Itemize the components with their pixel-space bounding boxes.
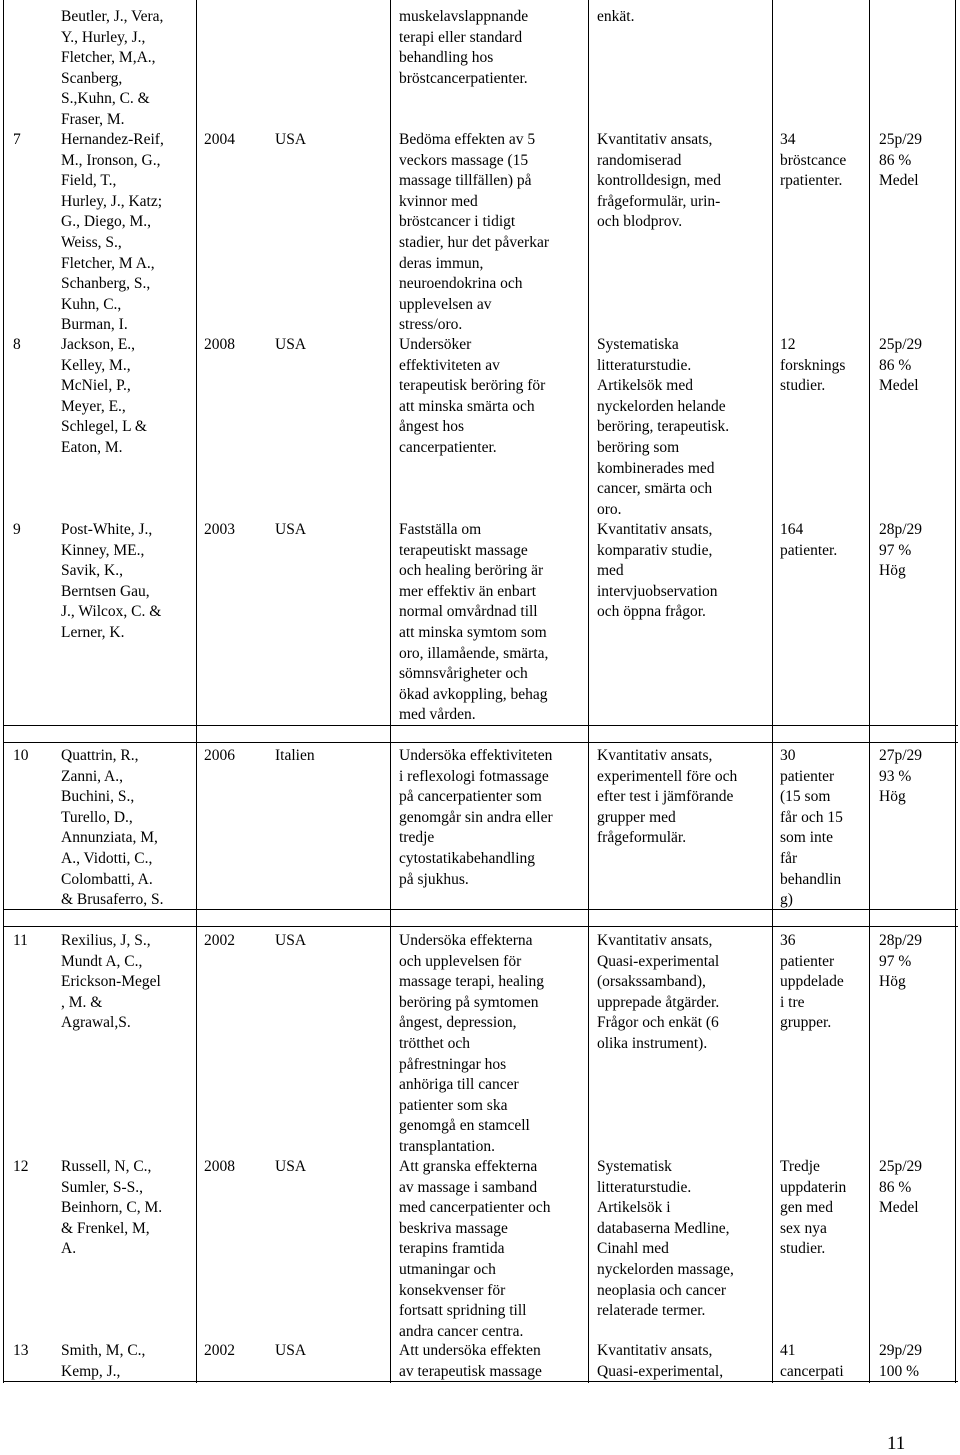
table-rule [3, 742, 958, 743]
table-rule [869, 0, 870, 1383]
row-number: 8 [13, 336, 21, 353]
authors-cell: Jackson, E., Kelley, M., McNiel, P., Meyer, E., Schlegel, L & Eaton, M. [61, 336, 147, 456]
row-number: 9 [13, 521, 21, 538]
country-cell: USA [275, 336, 307, 353]
year-cell: 2006 [204, 747, 235, 764]
authors-cell: Russell, N, C., Sumler, S-S., Beinhorn, C, M. & Frenkel, M, A. [61, 1158, 163, 1258]
authors-cell: Rexilius, J, S., Mundt A, C., Erickson-Megel , M. & Agrawal,S. [61, 932, 161, 1032]
method-cell: Kvantitativ ansats, Quasi-experimental, [597, 1342, 724, 1380]
quality-cell: 28p/29 97 % Hög [879, 932, 923, 991]
authors-cell: Hernandez-Reif, M., Ironson, G., Field, T., Hurley, J., Katz; G., Diego, M., Weiss, S., Fletcher, M A., Schanberg, S., Kuhn, C., Burman, I. [61, 131, 164, 334]
method-cell: Kvantitativ ansats, randomiserad kontrolldesign, med frågeformulär, urin- och blodprov. [597, 131, 721, 231]
method-cell: Kvantitativ ansats, Quasi-experimental (orsakssamband), upprepade åtgärder. Frågor och enkät (6 olika instrument). [597, 932, 720, 1052]
method-cell: Kvantitativ ansats, komparativ studie, med intervjuobservation och öppna frågor. [597, 521, 718, 621]
method-cell: Systematiska litteraturstudie. Artikelsök med nyckelorden helande beröring, terapeutisk. beröring som kombinerades med cancer, smärta och oro. [597, 336, 730, 518]
country-cell: USA [275, 1342, 307, 1359]
participants-cell: 12 forsknings studier. [780, 336, 846, 395]
aim-cell: Undersöka effekterna och upplevelsen för massage terapi, healing beröring på symtomen ångest, depression, trötthet och påfrestningar hos anhöriga till cancer patienter som ska genomgå en stamcell transplantation. [399, 932, 545, 1155]
quality-cell: 25p/29 86 % Medel [879, 131, 923, 190]
authors-cell: Smith, M, C., Kemp, J., [61, 1342, 146, 1380]
method-cell: enkät. [597, 8, 635, 25]
row-number: 10 [13, 747, 29, 764]
table-rule [955, 0, 956, 1383]
year-cell: 2002 [204, 1342, 235, 1359]
authors-cell: Beutler, J., Vera, Y., Hurley, J., Fletcher, M,A., Scanberg, S.,Kuhn, C. & Fraser, M. [61, 8, 164, 128]
authors-cell: Post-White, J., Kinney, ME., Savik, K., Berntsen Gau, J., Wilcox, C. & Lerner, K. [61, 521, 162, 641]
year-cell: 2002 [204, 932, 235, 949]
table-rule [3, 0, 4, 1383]
participants-cell: Tredje uppdaterin gen med sex nya studier. [780, 1158, 847, 1258]
authors-cell: Quattrin, R., Zanni, A., Buchini, S., Turello, D., Annunziata, M, A., Vidotti, C., Colombatti, A. & Brusaferro, S. [61, 747, 164, 909]
participants-cell: 164 patienter. [780, 521, 838, 559]
year-cell: 2008 [204, 336, 235, 353]
table-rule [390, 0, 391, 1383]
method-cell: Systematisk litteraturstudie. Artikelsök i databaserna Medline, Cinahl med nyckelorden massage, neoplasia och cancer relaterade termer. [597, 1158, 734, 1320]
aim-cell: muskelavslappnande terapi eller standard behandling hos bröstcancerpatienter. [399, 8, 529, 87]
method-cell: Kvantitativ ansats, experimentell före och efter test i jämförande grupper med frågeformulär. [597, 747, 738, 847]
participants-cell: 30 patienter (15 som får och 15 som inte får behandlin g) [780, 747, 843, 909]
quality-cell: 27p/29 93 % Hög [879, 747, 923, 806]
row-number: 13 [13, 1342, 29, 1359]
country-cell: USA [275, 932, 307, 949]
page-number: 11 [887, 1433, 906, 1454]
quality-cell: 25p/29 86 % Medel [879, 336, 923, 395]
country-cell: USA [275, 1158, 307, 1175]
aim-cell: Undersöka effektiviteten i reflexologi fotmassage på cancerpatienter som genomgår sin andra eller tredje cytostatikabehandling på sjukhus. [399, 747, 553, 888]
quality-cell: 29p/29 100 % [879, 1342, 923, 1380]
table-rule [3, 926, 958, 927]
row-number: 11 [13, 932, 28, 949]
country-cell: USA [275, 521, 307, 538]
table-rule [196, 0, 197, 1383]
year-cell: 2004 [204, 131, 235, 148]
row-number: 12 [13, 1158, 29, 1175]
literature-table [3, 0, 958, 1383]
aim-cell: Att undersöka effekten av terapeutisk massage [399, 1342, 542, 1380]
participants-cell: 34 bröstcance rpatienter. [780, 131, 847, 190]
participants-cell: 41 cancerpati [780, 1342, 844, 1380]
year-cell: 2008 [204, 1158, 235, 1175]
aim-cell: Att granska effekterna av massage i samband med cancerpatienter och beskriva massage terapins framtida utmaningar och konsekvenser för fortsatt spridning till andra cancer centra. [399, 1158, 551, 1340]
table-rule [772, 0, 773, 1383]
country-cell: Italien [275, 747, 315, 764]
participants-cell: 36 patienter uppdelade i tre grupper. [780, 932, 844, 1032]
aim-cell: Fastställa om terapeutiskt massage och healing beröring är mer effektiv än enbart normal omvårdnad till att minska symtom som oro, illamående, smärta, sömnsvårigheter och ökad avkoppling, behag med vården. [399, 521, 549, 724]
quality-cell: 28p/29 97 % Hög [879, 521, 923, 580]
table-rule [588, 0, 589, 1383]
aim-cell: Undersöker effektiviteten av terapeutisk beröring för att minska smärta och ångest hos cancerpatienter. [399, 336, 546, 456]
row-number: 7 [13, 131, 21, 148]
country-cell: USA [275, 131, 307, 148]
year-cell: 2003 [204, 521, 235, 538]
aim-cell: Bedöma effekten av 5 veckors massage (15 massage tillfällen) på kvinnor med bröstcancer i tidigt stadier, hur det påverkar deras immun, neuroendokrina och upplevelsen av stress/oro. [399, 131, 550, 334]
quality-cell: 25p/29 86 % Medel [879, 1158, 923, 1217]
